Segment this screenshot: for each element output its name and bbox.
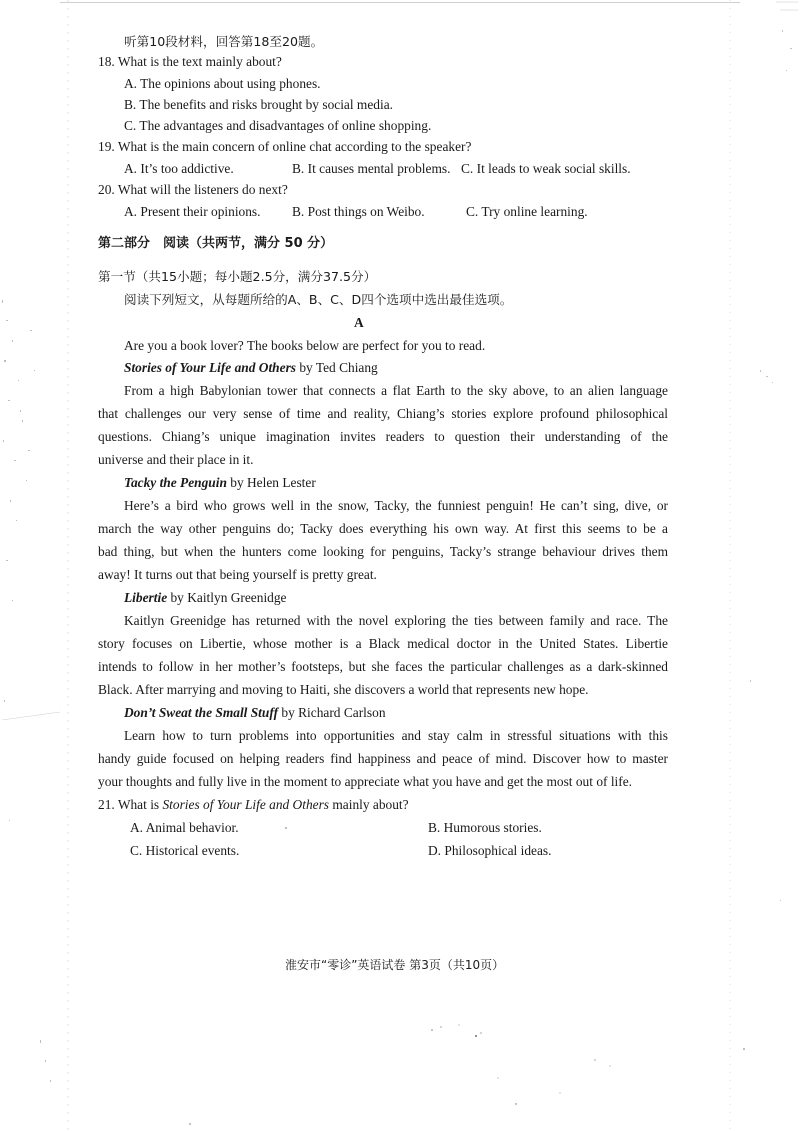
q21-stem-prefix: 21. What is	[98, 797, 163, 812]
q19-option-b: B. It causes mental problems.	[292, 161, 451, 176]
book-desc-line: march the way other penguins do; Tacky does everything his own way. At first this seems to be a	[98, 521, 668, 536]
page-footer: 淮安市“零诊”英语试卷 第3页（共10页）	[285, 958, 505, 972]
book-desc-line: Black. After marrying and moving to Haiti, she discovers a world that represents new hope.	[98, 682, 589, 697]
book-desc-line: away! It turns out that being yourself is pretty great.	[98, 567, 377, 582]
q20-stem: 20. What will the listeners do next?	[98, 182, 288, 197]
book-title: Libertie	[124, 590, 168, 605]
q19-option-c: C. It leads to weak social skills.	[461, 161, 631, 176]
book-title: Don’t Sweat the Small Stuff	[124, 705, 279, 720]
q21-option-c: C. Historical events.	[130, 843, 240, 858]
book-desc-line: Here’s a bird who grows well in the snow, Tacky, the funniest penguin! He can’t sing, dive, or	[124, 498, 668, 513]
book-author: by Kaitlyn Greenidge	[167, 590, 287, 605]
q19-stem: 19. What is the main concern of online chat according to the speaker?	[98, 139, 472, 154]
q20-option-c: C. Try online learning.	[466, 204, 588, 219]
q21-stem-title: Stories of Your Life and Others	[162, 797, 330, 812]
section1-title: 第一节（共15小题；每小题2.5分，满分37.5分）	[98, 269, 377, 284]
book-desc-line: universe and their place in it.	[98, 452, 254, 467]
q20-option-b: B. Post things on Weibo.	[292, 204, 425, 219]
book-desc-line: story focuses on Libertie, whose mother is a Black medical doctor in the United States. Libertie	[98, 636, 668, 651]
passage-letter: A	[354, 315, 364, 330]
book-desc-line: bad thing, but when the hunters come looking for penguins, Tacky’s strange behaviour drives them	[98, 544, 668, 559]
q18-option-a: A. The opinions about using phones.	[124, 76, 321, 91]
book-desc-line: questions. Chiang’s unique imagination invites readers to question their understanding of the	[98, 429, 668, 444]
q18-option-c: C. The advantages and disadvantages of online shopping.	[124, 118, 432, 133]
book-desc-line: intends to follow in her mother’s footsteps, but she faces the particular challenges as a dark-skinned	[98, 659, 668, 674]
part2-title: 第二部分 阅读（共两节，满分 50 分）	[98, 236, 334, 251]
book-title: Stories of Your Life and Others	[124, 360, 296, 375]
book-desc-line: your thoughts and fully live in the moment to appreciate what you have and get the most out of life.	[98, 774, 633, 789]
book-title: Tacky the Penguin	[124, 475, 227, 490]
book-author: by Richard Carlson	[278, 705, 386, 720]
passage-intro: Are you a book lover? The books below are perfect for you to read.	[124, 338, 486, 353]
book-desc-line: Kaitlyn Greenidge has returned with the novel exploring the ties between family and race. The	[124, 613, 668, 628]
q21-option-d: D. Philosophical ideas.	[428, 843, 552, 858]
book-desc-line: handy guide focused on helping readers find happiness and peace of mind. Discover how to master	[98, 751, 668, 766]
q20-option-a: A. Present their opinions.	[124, 204, 261, 219]
listening-instruction: 听第10段材料，回答第18至20题。	[124, 34, 324, 49]
book-desc-line: that challenges our very sense of time and reality, Chiang’s stories explore profound philosophical	[98, 406, 668, 421]
q21-stem-suffix: mainly about?	[329, 797, 409, 812]
q18-stem: 18. What is the text mainly about?	[98, 54, 282, 69]
q21-option-a: A. Animal behavior.	[130, 820, 239, 835]
q18-option-b: B. The benefits and risks brought by social media.	[124, 97, 394, 112]
q19-option-a: A. It’s too addictive.	[124, 161, 234, 176]
q21-option-b: B. Humorous stories.	[428, 820, 542, 835]
book-author: by Helen Lester	[226, 475, 316, 490]
book-desc-line: From a high Babylonian tower that connects a flat Earth to the sky above, to an alien language	[124, 383, 668, 398]
book-desc-line: Learn how to turn problems into opportunities and stay calm in stressful situations with this	[124, 728, 668, 743]
section1-instruction: 阅读下列短文，从每题所给的A、B、C、D四个选项中选出最佳选项。	[124, 292, 513, 307]
book-author: by Ted Chiang	[296, 360, 378, 375]
